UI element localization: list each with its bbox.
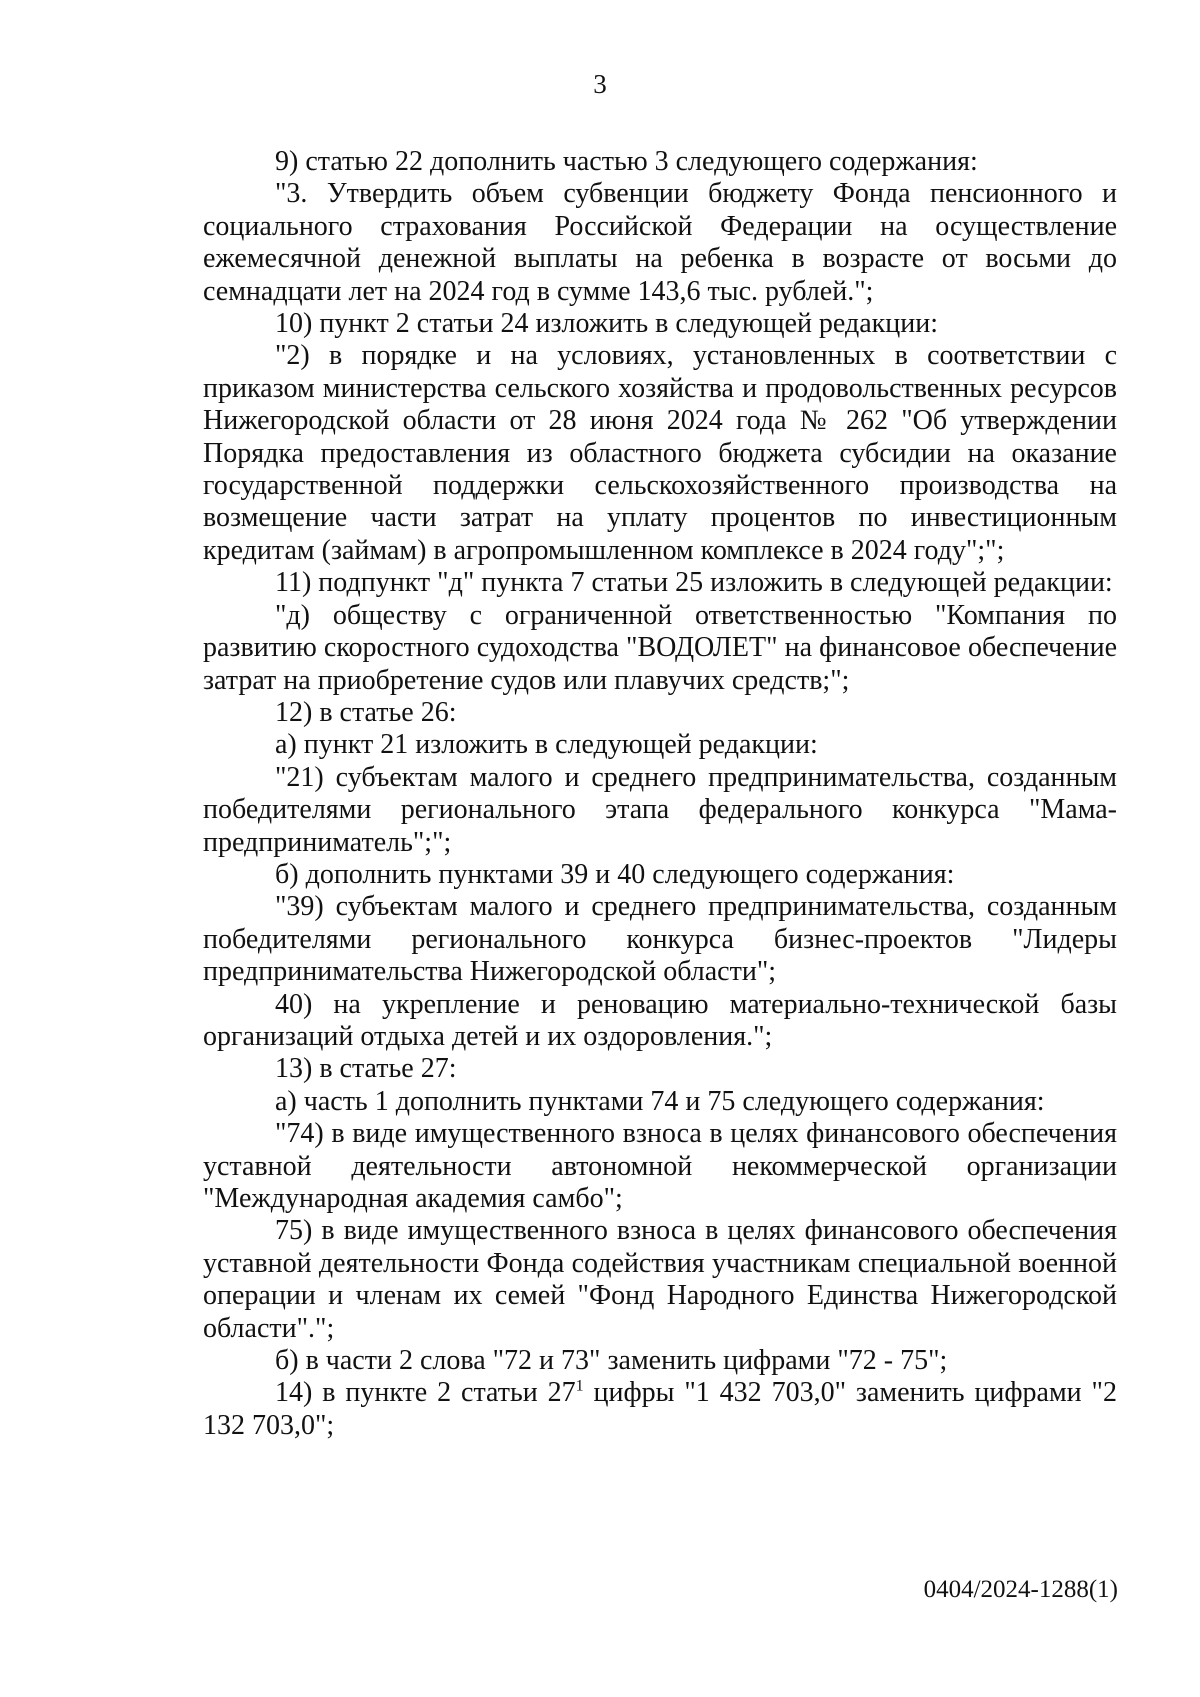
paragraph-item-12: 12) в статье 26: <box>275 696 457 728</box>
paragraph-item-14-end: цифры "1 432 703,0" заменить цифрами "2 132 703,0"; <box>203 1377 1117 1441</box>
paragraph-quote-point-74: "74) в виде имущественного взноса в целях финансового обеспечения уставной деятельности автономной некоммерческой организации "Международная академия самбо"; <box>203 1118 1117 1214</box>
document-id: 0404/2024-1288(1) <box>923 1576 1118 1603</box>
paragraph-item-11: 11) подпункт "д" пункта 7 статьи 25 изложить в следующей редакции: <box>275 567 1113 599</box>
paragraph-quote-point-21: "21) субъектам малого и среднего предпринимательства, созданным победителями регионального этапа федерального конкурса "Мама-предприниматель";"; <box>203 761 1117 858</box>
article-superscript: 1 <box>575 1378 584 1396</box>
paragraph-item-14-start: 14) в пункте 2 статьи 27 <box>275 1377 576 1409</box>
paragraph-item-9: 9) статью 22 дополнить частью 3 следующего содержания: <box>275 146 978 177</box>
paragraph-item-12b: б) дополнить пунктами 39 и 40 следующего содержания: <box>275 858 955 890</box>
paragraph-point-75: 75) в виде имущественного взноса в целях финансового обеспечения уставной деятельности Фонда содействия участникам специальной военной операции и членам их семей "Фонд Народного Единства Нижегородской области"."; <box>203 1215 1117 1344</box>
paragraph-quote-article-24: "2) в порядке и на условиях, установленных в соответствии с приказом министерства сельского хозяйства и продовольственных ресурсов Нижегородской области от 28 июня 2024 года № 262 "Об утверждении Порядка предоставления из областного бюджета субсидии на оказание государственной поддержки сельскохозяйственного производства на возмещение части затрат на уплату процентов по инвестиционным кредитам (займам) в агропромышленном комплексе в 2024 году";"; <box>203 340 1117 566</box>
document-body <box>203 146 1117 1442</box>
paragraph-item-14 <box>203 1377 1117 1442</box>
paragraph-quote-article-25: "д) обществу с ограниченной ответственностью "Компания по развитию скоростного судоходства "ВОДОЛЕТ" на финансовое обеспечение затрат на приобретение судов или плавучих средств;"; <box>203 599 1117 696</box>
paragraph-quote-point-39: "39) субъектам малого и среднего предпринимательства, созданным победителями регионального конкурса бизнес-проектов "Лидеры предпринимательства Нижегородской области"; <box>203 891 1117 988</box>
paragraph-item-12a: а) пункт 21 изложить в следующей редакции: <box>275 729 818 761</box>
paragraph-item-13a: а) часть 1 дополнить пунктами 74 и 75 следующего содержания: <box>275 1085 1045 1117</box>
paragraph-item-13b: б) в части 2 слова "72 и 73" заменить цифрами "72 - 75"; <box>275 1345 948 1377</box>
paragraph-point-40: 40) на укрепление и реновацию материально-технической базы организаций отдыха детей и их оздоровления."; <box>203 988 1117 1052</box>
page-number: 3 <box>593 69 607 99</box>
paragraph-item-13: 13) в статье 27: <box>275 1053 457 1085</box>
paragraph-item-10: 10) пункт 2 статьи 24 изложить в следующей редакции: <box>275 308 939 340</box>
paragraph-quote-article-22: "3. Утвердить объем субвенции бюджету Фонда пенсионного и социального страхования Российской Федерации на осуществление ежемесячной денежной выплаты на ребенка в возрасте от восьми до семнадцати лет на 2024 год в сумме 143,6 тыс. рублей."; <box>203 178 1117 307</box>
